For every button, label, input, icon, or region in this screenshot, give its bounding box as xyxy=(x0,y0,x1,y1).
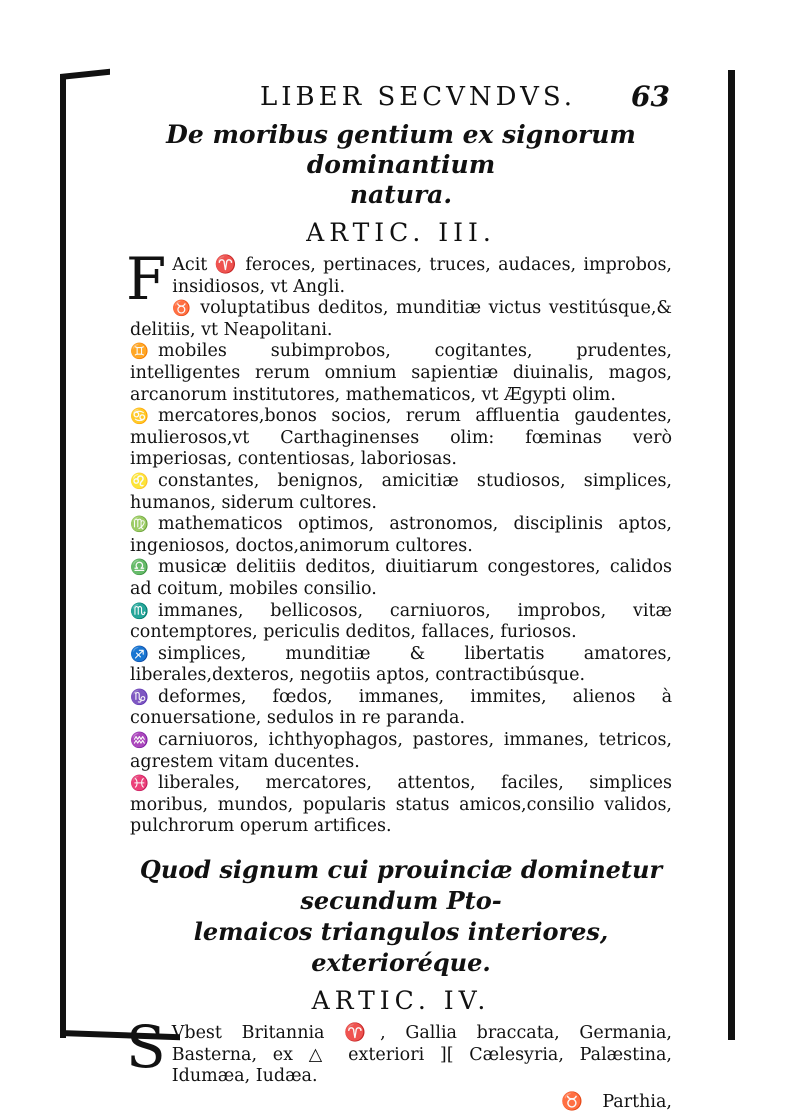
sign-entry-text: liberales, mercatores, attentos, faciles, simplices moribus, mundos, popularis status amicos,consilio validos, pulchrorum operum artifices. xyxy=(130,773,672,837)
sign-entry-text: immanes, bellicosos, carniuoros, improbos, vitæ contemptores, periculis deditos, fallaces, furiosos. xyxy=(130,600,672,643)
first-paragraph xyxy=(126,245,672,313)
sign-entry xyxy=(130,601,672,644)
sign-entry xyxy=(130,298,672,341)
sign-entry-text: mercatores,bonos socios, rerum affluentia gaudentes, mulierosos,vt Carthaginenses olim: fœminas verò imperiosas, contentiosas, laboriosas. xyxy=(130,406,672,470)
page-header xyxy=(130,80,672,114)
page-content xyxy=(126,80,672,1114)
taurus-icon: ♉ xyxy=(172,299,191,318)
sign-entry-text: voluptatibus deditos, munditiæ victus vestitúsque,& delitiis, vt Neapolitani. xyxy=(130,298,672,340)
taurus-icon: ♉ xyxy=(560,1091,583,1112)
sign-entry xyxy=(130,341,672,406)
sign-entry xyxy=(130,406,672,471)
page-edge-top xyxy=(60,69,110,80)
page-edge-left xyxy=(60,78,66,1038)
aquarius-icon: ♒ xyxy=(130,731,149,750)
libra-icon: ♎ xyxy=(130,558,149,577)
section-title-2 xyxy=(130,854,672,978)
sign-entry-text: simplices, munditiæ & libertatis amatores, liberales,dexteros, negotiis aptos, contractibúsque. xyxy=(130,643,672,686)
sign-entry-text: constantes, benignos, amicitiæ studiosos, simplices, humanos, siderum cultores. xyxy=(130,470,672,513)
scorpio-icon: ♏ xyxy=(130,601,149,620)
section-title-2-line-1: Quod signum cui prouinciæ dominetur secundum Pto- xyxy=(139,855,663,916)
section-title-2-line-2: lemaicos triangulos interiores, exterioréque. xyxy=(193,917,609,978)
sagittarius-icon: ♐ xyxy=(130,644,149,663)
sign-entry xyxy=(130,687,672,730)
leo-icon: ♌ xyxy=(130,471,149,490)
catchword: Parthia, xyxy=(602,1091,672,1112)
cancer-icon: ♋ xyxy=(130,407,149,426)
section-title-line-1: De moribus gentium ex signorum dominantium xyxy=(166,120,636,179)
catchword-line xyxy=(130,1090,672,1114)
sign-entry xyxy=(130,514,672,557)
section-title xyxy=(130,120,672,210)
first-paragraph-text: Acit ♈ feroces, pertinaces, truces, audaces, improbos, insidiosos, vt Angli. xyxy=(172,255,672,297)
sign-entry-text: musicæ delitiis deditos, diuitiarum congestores, calidos ad coitum, mobiles consilio. xyxy=(130,557,672,599)
drop-cap: F xyxy=(126,245,167,313)
sign-entry xyxy=(130,730,672,773)
virgo-icon: ♍ xyxy=(130,515,149,534)
sign-entries-list xyxy=(130,298,672,838)
article-heading: ARTIC. III. xyxy=(306,218,496,247)
sign-entry xyxy=(130,773,672,838)
capricorn-icon: ♑ xyxy=(130,687,149,706)
sign-entry-text: carniuoros, ichthyophagos, pastores, immanes, tetricos, agrestem vitam ducentes. xyxy=(130,730,672,772)
sign-entry xyxy=(130,471,672,514)
section-2-text: Vbest Britannia ♈, Gallia braccata, Germania, Basterna, ex △ exteriori ][ Cælesyria, Palæstina, Idumæa, Iudæa. xyxy=(171,1023,672,1087)
sign-entry-text: mathematicos optimos, astronomos, disciplinis aptos, ingeniosos, doctos,animorum cultores. xyxy=(130,514,672,556)
sign-entry xyxy=(130,557,672,600)
article-heading-2: ARTIC. IV. xyxy=(311,986,491,1016)
section-2-paragraph xyxy=(126,1013,672,1088)
drop-cap-2: S xyxy=(126,1013,166,1082)
page-number: 63 xyxy=(631,80,670,113)
sign-entry-text: mobiles subimprobos, cogitantes, prudentes, intelligentes rerum omnium sapientiæ diuinalis, magos, arcanorum institutores, mathematicos, vt Ægypti olim. xyxy=(130,341,672,405)
section-title-line-2: natura. xyxy=(349,180,453,209)
page-edge-right xyxy=(728,70,735,1040)
sign-entry xyxy=(130,644,672,687)
running-head: LIBER SECVNDVS. xyxy=(260,82,576,112)
pisces-icon: ♓ xyxy=(130,774,149,793)
gemini-icon: ♊ xyxy=(130,342,149,361)
sign-entry-text: deformes, fœdos, immanes, immites, alienos à conuersatione, sedulos in re paranda. xyxy=(130,686,672,729)
